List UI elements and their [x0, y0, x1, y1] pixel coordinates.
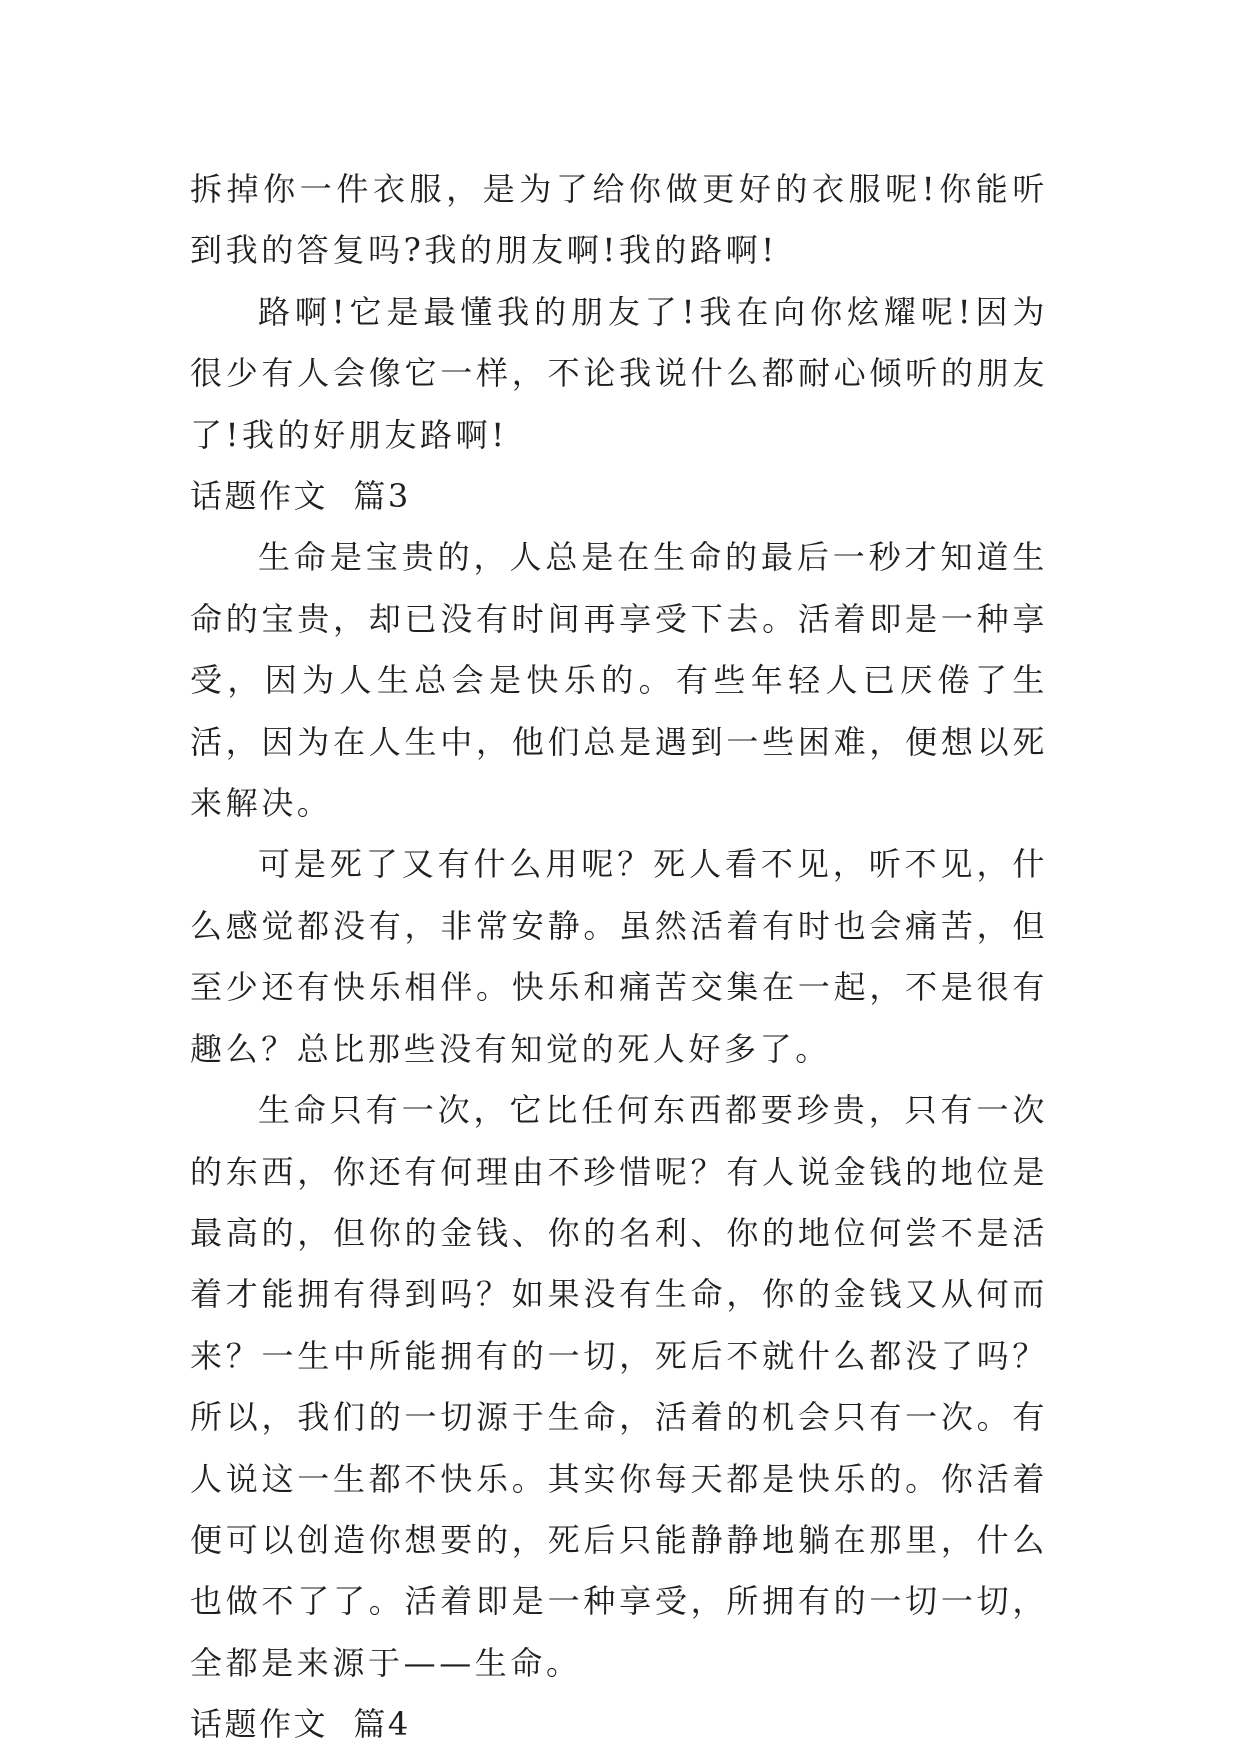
paragraph: 可是死了又有什么用呢？死人看不见，听不见，什么感觉都没有，非常安静。虽然活着有时也会痛苦，但至少还有快乐相伴。快乐和痛苦交集在一起，不是很有趣么？总比那些没有知觉的死人好多了。: [190, 845, 1048, 1068]
section-heading: 话题作文 篇4: [190, 1705, 411, 1744]
document-body: [190, 159, 1048, 1756]
paragraph: 生命是宝贵的，人总是在生命的最后一秒才知道生命的宝贵，却已没有时间再享受下去。活着即是一种享受，因为人生总会是快乐的。有些年轻人已厌倦了生活，因为在人生中，他们总是遇到一些困难，便想以死来解决。: [190, 538, 1048, 823]
paragraph: 生命只有一次，它比任何东西都要珍贵，只有一次的东西，你还有何理由不珍惜呢？有人说金钱的地位是最高的，但你的金钱、你的名利、你的地位何尝不是活着才能拥有得到吗？如果没有生命，你的金钱又从何而来？一生中所能拥有的一切，死后不就什么都没了吗？所以，我们的一切源于生命，活着的机会只有一次。有人说这一生都不快乐。其实你每天都是快乐的。你活着便可以创造你想要的，死后只能静静地躺在那里，什么也做不了了。活着即是一种享受，所拥有的一切一切，全都是来源于——生命。: [190, 1091, 1048, 1682]
section-heading: 话题作文 篇3: [190, 477, 411, 516]
paragraph: 路啊!它是最懂我的朋友了!我在向你炫耀呢!因为很少有人会像它一样，不论我说什么都耐心倾听的朋友了!我的好朋友路啊!: [190, 292, 1048, 454]
paragraph: 拆掉你一件衣服，是为了给你做更好的衣服呢!你能听到我的答复吗?我的朋友啊!我的路啊!: [190, 170, 1048, 270]
